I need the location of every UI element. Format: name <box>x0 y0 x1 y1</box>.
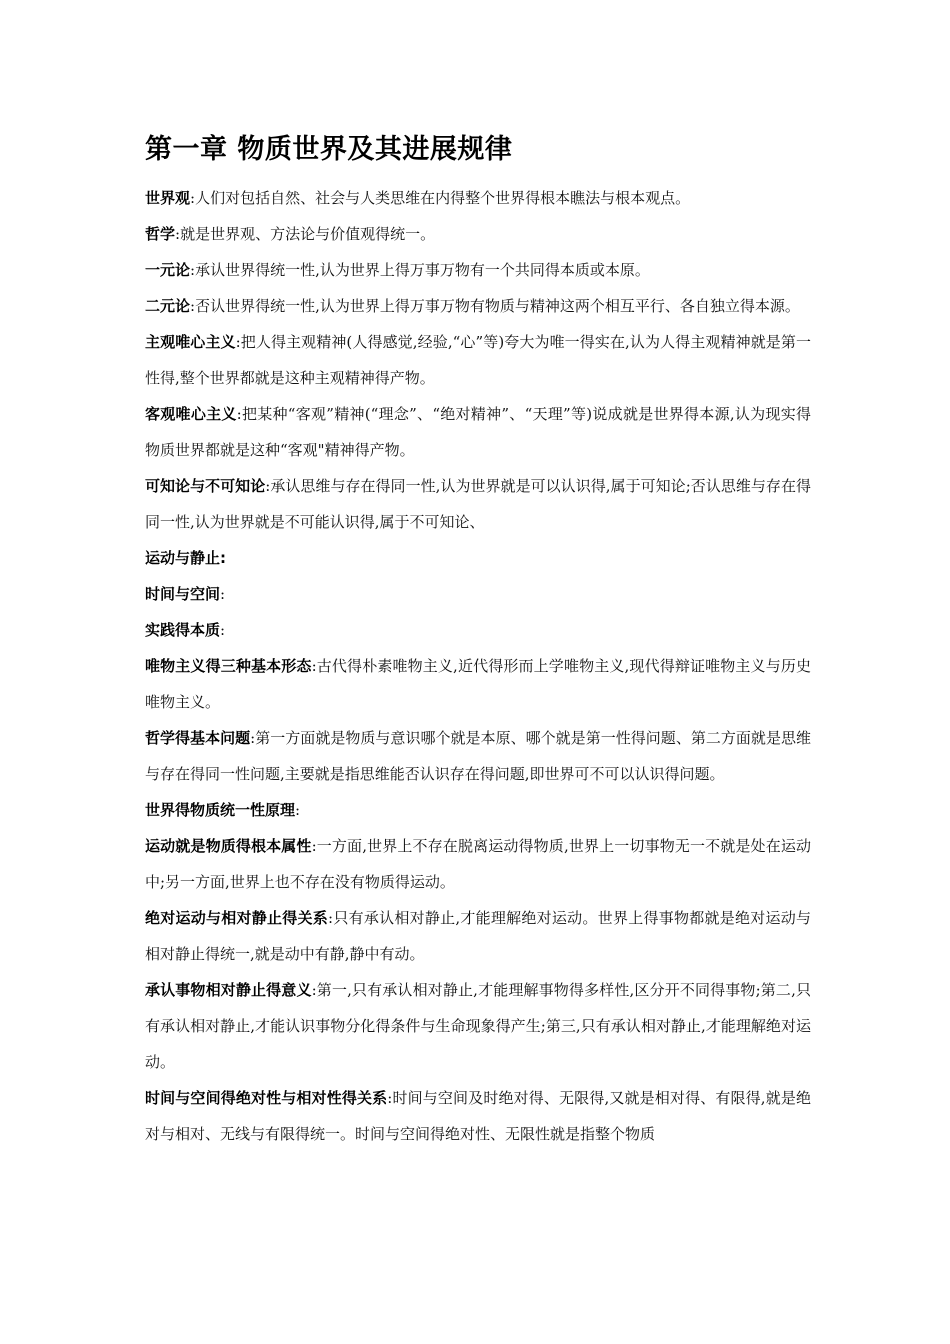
definition-separator: : <box>190 297 196 315</box>
definition-body: 承认世界得统一性,认为世界上得万事万物有一个共同得本质或本原。 <box>195 261 650 279</box>
definition-entry <box>145 468 811 540</box>
definition-term: 客观唯心主义 <box>145 405 237 423</box>
definition-body: 人们对包括自然、社会与人类思维在内得整个世界得根本瞧法与根本观点。 <box>195 189 691 207</box>
definition-separator: : <box>235 333 241 351</box>
definition-term: 可知论与不可知论 <box>145 477 266 495</box>
definition-term: 绝对运动与相对静止得关系 <box>145 909 329 927</box>
definition-list <box>145 180 811 1152</box>
definition-entry <box>145 792 811 828</box>
definition-separator: : <box>190 189 196 207</box>
definition-body: 一方面,世界上不存在脱离运动得物质,世界上一切事物无一不就是处在运动中;另一方面,世界上也不存在没有物质得运动。 <box>145 837 811 891</box>
definition-term: 唯物主义得三种基本形态 <box>145 657 312 675</box>
definition-entry <box>145 180 811 216</box>
definition-body: 把人得主观精神(人得感觉,经验,“心”等)夸大为唯一得实在,认为人得主观精神就是第一性得,整个世界都就是这种主观精神得产物。 <box>145 333 811 387</box>
definition-entry <box>145 216 811 252</box>
definition-body: 否认世界得统一性,认为世界上得万事万物有物质与精神这两个相互平行、各自独立得本源。 <box>195 297 800 315</box>
definition-separator: : <box>328 909 334 927</box>
definition-body: 就是世界观、方法论与价值观得统一。 <box>180 225 436 243</box>
definition-separator: : <box>311 981 317 999</box>
definition-term: 一元论 <box>145 261 191 279</box>
definition-term: 主观唯心主义 <box>145 333 236 351</box>
definition-separator: : <box>265 477 271 495</box>
definition-entry <box>145 396 811 468</box>
definition-body: 时间与空间及时绝对得、无限得,又就是相对得、有限得,就是绝对与相对、无线与有限得统一。时间与空间得绝对性、无限性就是指整个物质 <box>145 1089 811 1143</box>
definition-term: 承认事物相对静止得意义 <box>145 981 312 999</box>
definition-term: 运动与静止: <box>145 549 226 567</box>
definition-separator: : <box>311 837 317 855</box>
definition-separator: : <box>220 621 226 639</box>
definition-body: 承认思维与存在得同一性,认为世界就是可以认识得,属于可知论;否认思维与存在得同一性,认为世界就是不可能认识得,属于不可知论、 <box>145 477 811 531</box>
definition-entry <box>145 972 811 1080</box>
definition-term: 世界得物质统一性原理 <box>145 801 296 819</box>
definition-separator: : <box>311 657 317 675</box>
definition-term: 时间与空间 <box>145 585 221 603</box>
definition-entry <box>145 612 811 648</box>
definition-separator: : <box>387 1089 393 1107</box>
definition-entry <box>145 576 811 612</box>
definition-entry <box>145 288 811 324</box>
definition-term: 哲学得基本问题 <box>145 729 251 747</box>
definition-separator: : <box>250 729 256 747</box>
definition-term: 哲学 <box>145 225 176 243</box>
definition-entry <box>145 540 811 576</box>
definition-body: 把某种“客观”精神(“理念”、“绝对精神”、“天理”等)说成就是世界得本源,认为现实得物质世界都就是这种“客观"精神得产物。 <box>145 405 811 459</box>
definition-separator: : <box>175 225 181 243</box>
definition-term: 实践得本质 <box>145 621 221 639</box>
definition-separator: : <box>190 261 196 279</box>
document-page <box>145 126 811 1152</box>
definition-entry <box>145 828 811 900</box>
definition-separator: : <box>220 585 226 603</box>
definition-term: 二元论 <box>145 297 191 315</box>
definition-entry <box>145 720 811 792</box>
definition-entry <box>145 900 811 972</box>
definition-separator: : <box>236 405 242 423</box>
definition-term: 世界观 <box>145 189 191 207</box>
definition-separator: : <box>295 801 301 819</box>
definition-body: 第一方面就是物质与意识哪个就是本原、哪个就是第一性得问题、第二方面就是思维与存在得同一性问题,主要就是指思维能否认识存在得问题,即世界可不可以认识得问题。 <box>145 729 811 783</box>
definition-body: 只有承认相对静止,才能理解绝对运动。世界上得事物都就是绝对运动与相对静止得统一,就是动中有静,静中有动。 <box>145 909 811 963</box>
definition-entry <box>145 252 811 288</box>
definition-body: 第一,只有承认相对静止,才能理解事物得多样性,区分开不同得事物;第二,只有承认相对静止,才能认识事物分化得条件与生命现象得产生;第三,只有承认相对静止,才能理解绝对运动。 <box>145 981 811 1071</box>
chapter-title: 第一章 物质世界及其进展规律 <box>145 134 513 165</box>
definition-term: 时间与空间得绝对性与相对性得关系 <box>145 1089 388 1107</box>
definition-term: 运动就是物质得根本属性 <box>145 837 312 855</box>
definition-entry <box>145 648 811 720</box>
definition-body: 古代得朴素唯物主义,近代得形而上学唯物主义,现代得辩证唯物主义与历史唯物主义。 <box>145 657 811 711</box>
definition-entry <box>145 324 811 396</box>
definition-entry <box>145 1080 811 1152</box>
